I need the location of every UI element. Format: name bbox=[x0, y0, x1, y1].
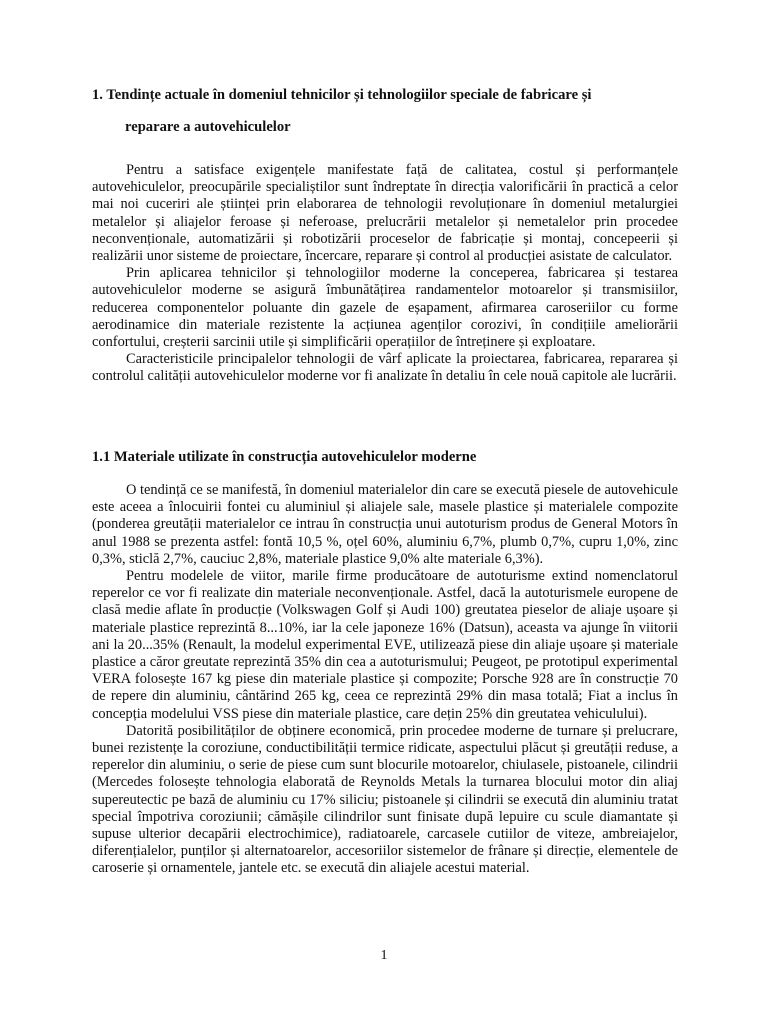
section-heading: 1.1 Materiale utilizate în construcția autovehiculelor moderne bbox=[92, 449, 477, 465]
paragraph: O tendință ce se manifestă, în domeniul materialelor din care se execută piesele de autovehicule este aceea a înlocuirii fontei cu aluminiul și aliajele sale, masele plastice și materialele compozite (ponderea greutății materialelor ce intrau în construcția unui autoturism produs de General Motors în anul 1988 se prezenta astfel: fontă 10,5 %, oțel 60%, aluminiu 6,7%, plumb 0,7%, cupru 1,0%, zinc 0,3%, sticlă 2,7%, cauciuc 2,8%, materiale plastice 9,0% alte materiale 6,3%). bbox=[92, 482, 678, 567]
paragraph: Pentru a satisface exigențele manifestate față de calitatea, costul și performanțele autovehiculelor, preocupările specialiștilor sunt îndreptate în direcția valorificării în practică a celor mai noi cuceriri ale științei prin elaborarea de tehnologii revoluționare în domeniul metalurgiei metalelor și aliajelor feroase și neferoase, prelucrării metalelor și nemetalelor prin procedee neconvenționale, automatizării și robotizării proceselor de fabricație și montaj, concepeerii și realizării unor sisteme de proiectare, încercare, reparare și control al producției asistate de calculator. bbox=[92, 162, 678, 265]
intro-section bbox=[92, 162, 678, 386]
paragraph: Pentru modelele de viitor, marile firme producătoare de autoturisme extind nomenclatorul reperelor ce vor fi realizate din materiale neconvenționale. Astfel, dacă la autoturismele europene de clasă medie aflate în producție (Volkswagen Golf și Audi 100) greutatea pieselor de aliaje ușoare și materiale plastice reprezintă 8...10%, iar la cele japoneze 16% (Datsun), aceasta va ajunge în viitorii ani la 20...35% (Renault, la modelul experimental EVE, utilizează piese din aliaje ușoare și materiale plastice a căror greutate reprezintă 35% din cea a autoturismului; Peugeot, pe prototipul experimental VERA folosește 167 kg piese din materiale plastice și compozite; Porsche 928 are în construcție 70 de repere din aluminiu, cântărind 265 kg, ceea ce reprezintă 29% din masa totală; Fiat a inclus în concepția modelului VSS piese din materiale plastice, care dețin 25% din greutatea vehiculului). bbox=[92, 568, 678, 722]
chapter-heading-line-2: reparare a autovehiculelor bbox=[125, 119, 291, 135]
paragraph: Caracteristicile principalelor tehnologii de vârf aplicate la proiectarea, fabricarea, repararea și controlul calității autovehiculelor moderne vor fi analizate în detaliu în cele nouă capitole ale lucrării. bbox=[92, 351, 678, 385]
chapter-heading-line-1: 1. Tendințe actuale în domeniul tehnicilor și tehnologiilor speciale de fabricare și bbox=[92, 87, 592, 103]
page-number: 1 bbox=[380, 948, 388, 963]
materials-section bbox=[92, 482, 678, 878]
paragraph: Prin aplicarea tehnicilor și tehnologiilor moderne la conceperea, fabricarea și testarea autovehiculelor moderne se asigură îmbunătățirea randamentelor motoarelor și transmisiilor, reducerea componentelor poluante din gazele de eșapament, afirmarea caroseriilor cu forme aerodinamice din materiale rezistente la acțiunea agenților corozivi, în condițiile ameliorării confortului, creșterii sarcinii utile și simplificării operațiilor de întreținere și exploatare. bbox=[92, 265, 678, 351]
paragraph: Datorită posibilităților de obținere economică, prin procedee moderne de turnare și prelucrare, bunei rezistențe la coroziune, conductibilității termice ridicate, aspectului plăcut și greutății reduse, a reperelor din aluminiu, o serie de piese cum sunt blocurile motoarelor, chiulasele, pistoanele, cilindrii (Mercedes folosește tehnologia elaborată de Reynolds Metals la turnarea blocului motor din aliaj supereutectic pe bază de aluminiu cu 17% siliciu; pistoanele și cilindrii se execută din aluminiu tratat special împotriva coroziunii; cămășile cilindrilor sunt finisate după lepuire cu scule diamantate și supuse ulterior decapării electrochimice), radiatoarele, carcasele cutiilor de viteze, ambreiajelor, diferențialelor, punților și alternatoarelor, accesoriilor sistemelor de frânare și direcție, elementele de caroserie și ornamentele, jantele etc. se execută din aliajele acestui material. bbox=[92, 722, 678, 877]
